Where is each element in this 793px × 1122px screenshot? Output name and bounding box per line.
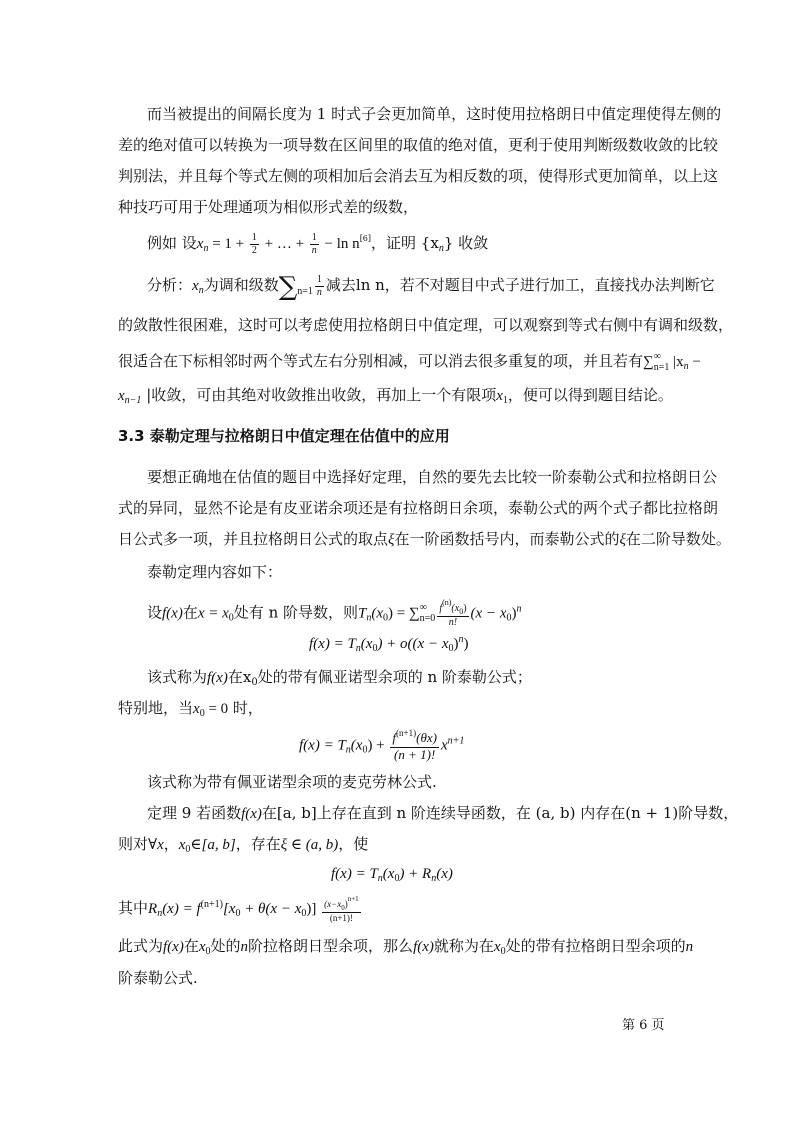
taylor-definition-line: 设f(x)在$x = x_0$处有 n 阶导数，则$T_n(x_0)$ = ∑ ∞ n=0 $\frac{f^{(n)}(x_0)}{n!}$ $(x - x_0)^n$ xyxy=(147,598,522,629)
theorem-9-line-1: 定理 9 若函数f(x)在[a, b]上存在直到 n 阶连续导函数，在 (a, b) 内存在(n + 1)阶导数， xyxy=(147,804,739,822)
paragraph-1-line-2: 差的绝对值可以转换为一项导数在区间里的取值的绝对值，更利于使用判断级数收敛的比较 xyxy=(118,136,719,154)
paragraph-1-line-1: 而当被提出的间隔长度为 1 时式子会更加简单，这时使用拉格朗日中值定理使得左侧的 xyxy=(147,105,722,123)
conclusion-line-2: 阶泰勒公式. xyxy=(118,969,198,987)
paragraph-2-line-3: 日公式多一项，并且拉格朗日公式的取点ξ在一阶函数括号内，而泰勒公式的ξ在二阶导数处。 xyxy=(118,530,731,548)
analysis-line-3: 很适合在下标相邻时两个等式左右分别相减，可以消去很多重复的项，并且若有∑ ∞ n=1 $|x_n$ − xyxy=(118,351,701,373)
special-case-line: 特别地，当$x_0 = 0$ 时， xyxy=(118,699,263,719)
paragraph-1-line-4: 种技巧可用于处理通项为相似形式差的级数， xyxy=(118,198,419,216)
citation-6: [6] xyxy=(359,234,372,243)
paragraph-1-line-3: 判别法，并且每个等式左侧的项相加后会消去互为相反数的项，使得形式更加简单，以上这 xyxy=(118,167,719,185)
maclaurin-formula: $f(x) = T_n(x_0)$ + $\frac{f^{(n+1)}(\theta x)}{(n + 1)!}$ $x^{n+1}$ xyxy=(299,728,465,762)
theorem-9-line-2: 则对∀x，$x_0\in[a$, b]，存在ξ ∈ (a, b)，使 xyxy=(118,835,369,855)
paragraph-2-line-4: 泰勒定理内容如下： xyxy=(147,563,283,581)
example-line: 例如 设$x_n = 1$ + $\frac{1}{2}$ + … + $\frac{1}{n}$ − ln n[6]，证明 $\{x_n\}$ 收敛 xyxy=(147,232,489,256)
lagrange-remainder-line: 其中$R_n(x) = f^{(n+1)}[x_0 + \theta(x - x_0)]$ $\frac{(x-x_0)^{n+1}}{(n+1)!}$ xyxy=(118,895,359,924)
section-heading: 3.3 泰勒定理与拉格朗日中值定理在估值中的应用 xyxy=(118,427,450,445)
maclaurin-description: 该式称为带有佩亚诺型余项的麦克劳林公式. xyxy=(147,773,437,791)
paragraph-2-line-1: 要想正确地在估值的题目中选择好定理，自然的要先去比较一阶泰勒公式和拉格朗日公 xyxy=(147,468,718,486)
analysis-line-2: 的敛散性很困难，这时可以考虑使用拉格朗日中值定理，可以观察到等式右侧中有调和级数， xyxy=(118,316,734,334)
peano-description: 该式称为f(x)在$x_0$处的带有佩亚诺型余项的 n 阶泰勒公式； xyxy=(147,668,532,688)
analysis-line-4: $x_{n-1}$ |收敛，可由其绝对收敛推出收敛，再加上一个有限项$x_1$，便可以得到题目结论。 xyxy=(118,386,673,406)
taylor-peano-formula: $f(x) = T_n(x_0) + o((x - x_0)^n)$ xyxy=(309,634,469,654)
page-number: 第 6 页 xyxy=(622,1018,665,1033)
conclusion-line-1: 此式为f(x)在$x_0$处的n阶拉格朗日型余项，那么f(x)就称为在$x_0$处的带有拉格朗日型余项的n xyxy=(118,937,694,957)
theorem-9-formula: $f(x) = T_n(x_0) + R_n(x)$ xyxy=(331,866,453,884)
analysis-line-1: 分析：$x_n$为调和级数∑n=1 $\frac{1}{n}$ 减去ln n，若不对题目中式子进行加工，直接找办法判断它 xyxy=(147,272,715,302)
paragraph-2-line-2: 式的异同，显然不论是有皮亚诺余项还是有拉格朗日余项，泰勒公式的两个式子都比拉格朗 xyxy=(118,499,719,517)
